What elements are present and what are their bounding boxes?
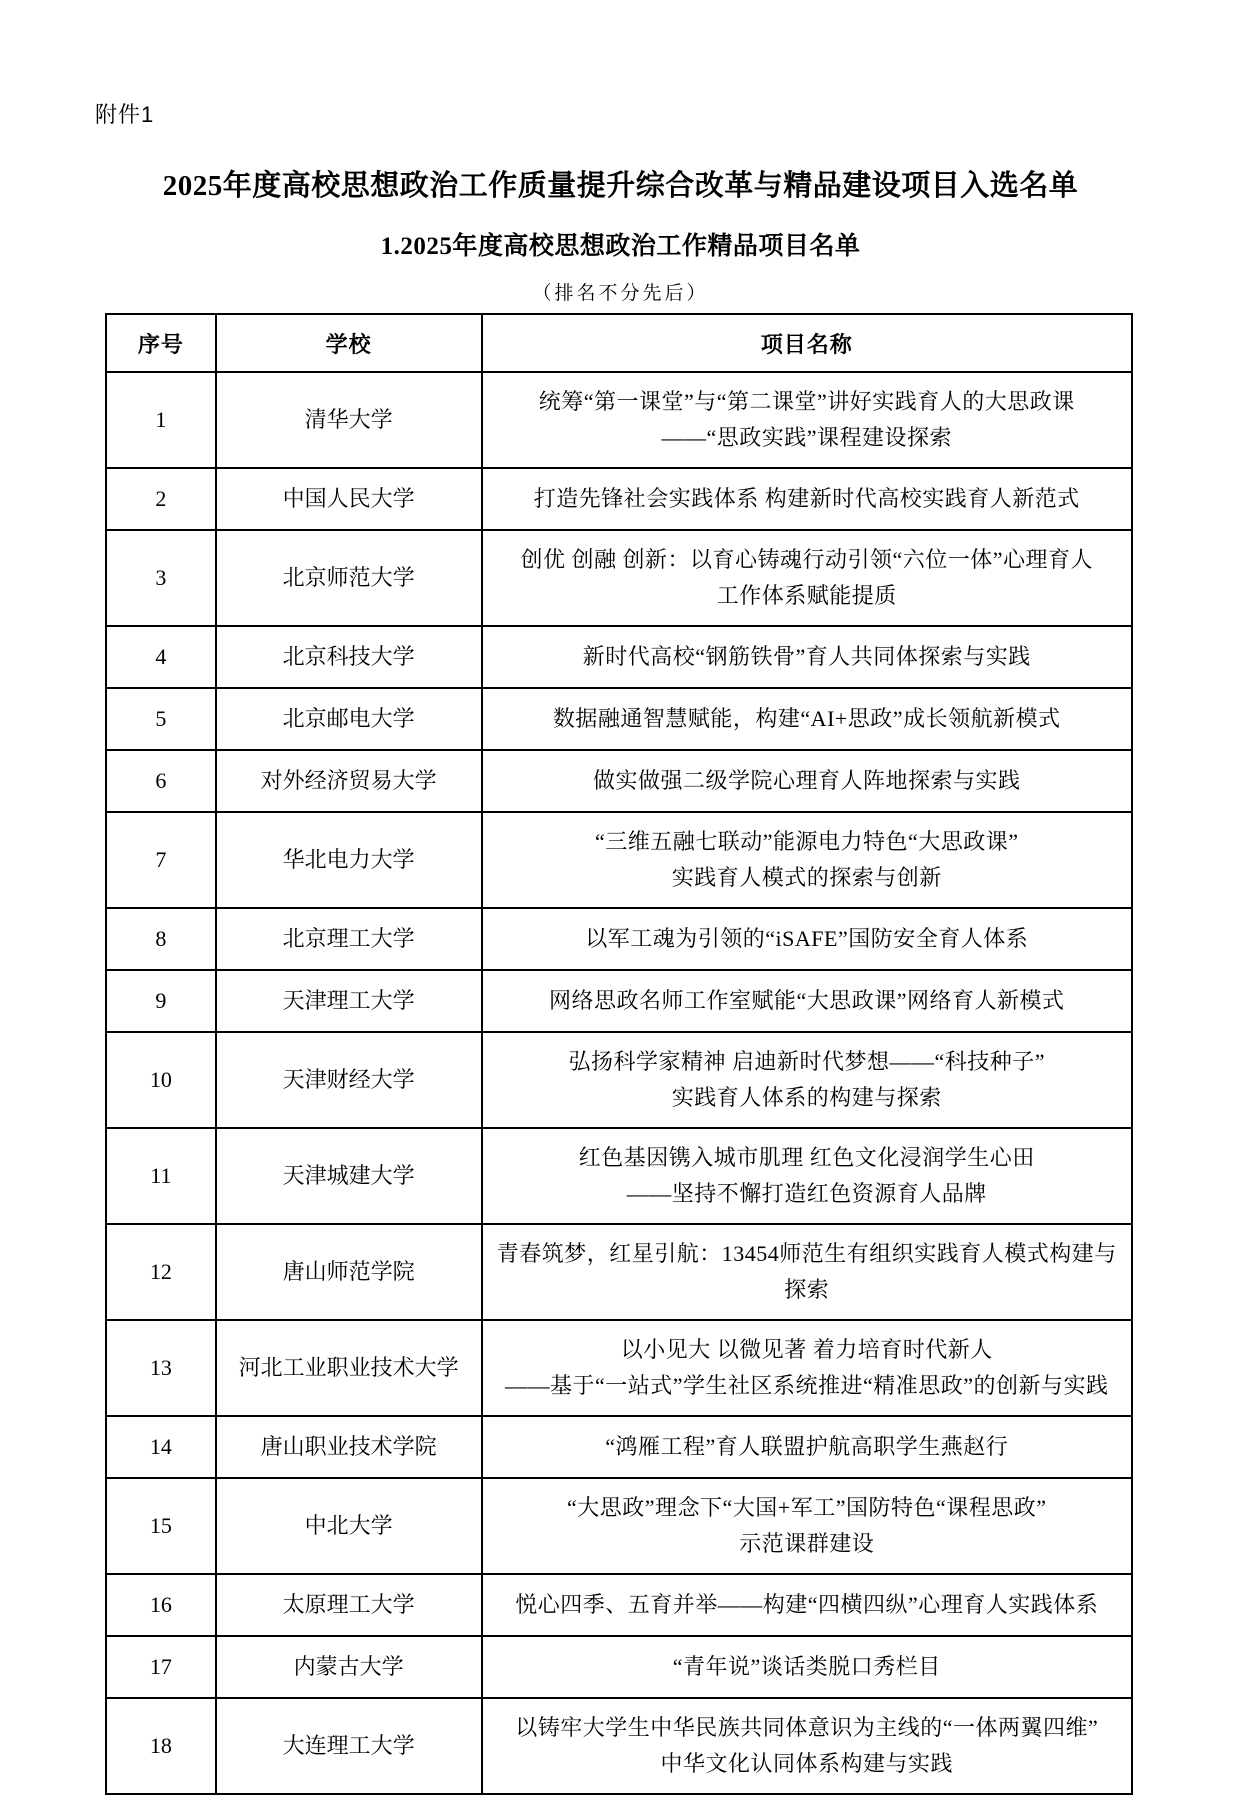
project-name xyxy=(482,1416,1133,1478)
row-number: 13 xyxy=(106,1320,216,1416)
project-name xyxy=(482,908,1133,970)
row-number: 15 xyxy=(106,1478,216,1574)
table-row xyxy=(106,908,1132,970)
project-line: “大思政”理念下“大国+军工”国防特色“课程思政” xyxy=(567,1495,1047,1520)
project-line: “鸿雁工程”育人联盟护航高职学生燕赵行 xyxy=(605,1434,1009,1459)
project-line: 中华文化认同体系构建与实践 xyxy=(660,1751,953,1776)
school-name: 唐山师范学院 xyxy=(216,1224,482,1320)
table-row xyxy=(106,1478,1132,1574)
table-row xyxy=(106,372,1132,468)
table-row xyxy=(106,688,1132,750)
row-number: 9 xyxy=(106,970,216,1032)
project-line: 统筹“第一课堂”与“第二课堂”讲好实践育人的大思政课 xyxy=(538,389,1075,414)
project-line: 实践育人模式的探索与创新 xyxy=(671,865,942,890)
project-line: 红色基因镌入城市肌理 红色文化浸润学生心田 xyxy=(578,1145,1035,1170)
project-name xyxy=(482,468,1133,530)
school-name: 北京师范大学 xyxy=(216,530,482,626)
row-number: 2 xyxy=(106,468,216,530)
table-row xyxy=(106,530,1132,626)
project-line: 做实做强二级学院心理育人阵地探索与实践 xyxy=(592,768,1021,793)
header-index: 序号 xyxy=(106,314,216,372)
row-number: 10 xyxy=(106,1032,216,1128)
row-number: 17 xyxy=(106,1636,216,1698)
project-name xyxy=(482,1478,1133,1574)
project-name xyxy=(482,1032,1133,1128)
project-line: 弘扬科学家精神 启迪新时代梦想——“科技种子” xyxy=(568,1049,1046,1074)
table-row xyxy=(106,1032,1132,1128)
row-number: 14 xyxy=(106,1416,216,1478)
header-school: 学校 xyxy=(216,314,482,372)
school-name: 天津财经大学 xyxy=(216,1032,482,1128)
table-row xyxy=(106,1320,1132,1416)
project-line: ——“思政实践”课程建设探索 xyxy=(661,425,953,450)
row-number: 12 xyxy=(106,1224,216,1320)
row-number: 8 xyxy=(106,908,216,970)
project-name xyxy=(482,1128,1133,1224)
school-name: 唐山职业技术学院 xyxy=(216,1416,482,1478)
project-line: 新时代高校“钢筋铁骨”育人共同体探索与实践 xyxy=(582,644,1031,669)
row-number: 3 xyxy=(106,530,216,626)
row-number: 7 xyxy=(106,812,216,908)
row-number: 11 xyxy=(106,1128,216,1224)
table-header xyxy=(106,314,1132,372)
school-name: 太原理工大学 xyxy=(216,1574,482,1636)
ranking-note: （排名不分先后） xyxy=(532,283,709,304)
project-name xyxy=(482,750,1133,812)
header-project-name: 项目名称 xyxy=(482,314,1133,372)
school-name: 中北大学 xyxy=(216,1478,482,1574)
table-row xyxy=(106,1574,1132,1636)
school-name: 北京邮电大学 xyxy=(216,688,482,750)
school-name: 中国人民大学 xyxy=(216,468,482,530)
school-name: 天津城建大学 xyxy=(216,1128,482,1224)
projects-table xyxy=(105,313,1133,1795)
project-line: 悦心四季、五育并举——构建“四横四纵”心理育人实践体系 xyxy=(515,1592,1099,1617)
row-number: 5 xyxy=(106,688,216,750)
school-name: 天津理工大学 xyxy=(216,970,482,1032)
school-name: 内蒙古大学 xyxy=(216,1636,482,1698)
table-row xyxy=(106,1698,1132,1794)
project-name xyxy=(482,1574,1133,1636)
school-name: 北京理工大学 xyxy=(216,908,482,970)
project-line: 以铸牢大学生中华民族共同体意识为主线的“一体两翼四维” xyxy=(515,1715,1099,1740)
project-line: 网络思政名师工作室赋能“大思政课”网络育人新模式 xyxy=(548,988,1065,1013)
school-name: 大连理工大学 xyxy=(216,1698,482,1794)
row-number: 4 xyxy=(106,626,216,688)
project-name xyxy=(482,626,1133,688)
project-line: 数据融通智慧赋能，构建“AI+思政”成长领航新模式 xyxy=(552,706,1061,731)
project-line: 打造先锋社会实践体系 构建新时代高校实践育人新范式 xyxy=(533,486,1080,511)
project-name xyxy=(482,1320,1133,1416)
table-row xyxy=(106,970,1132,1032)
table-row xyxy=(106,1636,1132,1698)
school-name: 对外经济贸易大学 xyxy=(216,750,482,812)
project-line: ——基于“一站式”学生社区系统推进“精准思政”的创新与实践 xyxy=(504,1373,1109,1398)
table-row xyxy=(106,1416,1132,1478)
project-line: 创优 创融 创新：以育心铸魂行动引领“六位一体”心理育人 xyxy=(520,547,1094,572)
project-line: “三维五融七联动”能源电力特色“大思政课” xyxy=(594,829,1019,854)
project-name xyxy=(482,372,1133,468)
document-title: 2025年度高校思想政治工作质量提升综合改革与精品建设项目入选名单 xyxy=(162,170,1079,202)
project-name xyxy=(482,970,1133,1032)
table-row xyxy=(106,1128,1132,1224)
project-line: 示范课群建设 xyxy=(739,1531,875,1556)
school-name: 清华大学 xyxy=(216,372,482,468)
project-line: 青春筑梦，红星引航：13454师范生有组织实践育人模式构建与探索 xyxy=(496,1241,1117,1302)
project-line: 工作体系赋能提质 xyxy=(716,583,897,608)
table-row xyxy=(106,812,1132,908)
school-name: 北京科技大学 xyxy=(216,626,482,688)
row-number: 6 xyxy=(106,750,216,812)
project-name xyxy=(482,688,1133,750)
project-name xyxy=(482,1224,1133,1320)
project-line: 实践育人体系的构建与探索 xyxy=(671,1085,942,1110)
table-row xyxy=(106,468,1132,530)
project-name xyxy=(482,812,1133,908)
project-line: 以军工魂为引领的“iSAFE”国防安全育人体系 xyxy=(585,926,1029,951)
row-number: 1 xyxy=(106,372,216,468)
table-row xyxy=(106,750,1132,812)
project-line: “青年说”谈话类脱口秀栏目 xyxy=(672,1654,941,1679)
table-body xyxy=(106,372,1132,1794)
row-number: 18 xyxy=(106,1698,216,1794)
project-name xyxy=(482,530,1133,626)
table-row xyxy=(106,1224,1132,1320)
project-line: 以小见大 以微见著 着力培育时代新人 xyxy=(620,1337,993,1362)
row-number: 16 xyxy=(106,1574,216,1636)
project-name xyxy=(482,1698,1133,1794)
document-subtitle: 1.2025年度高校思想政治工作精品项目名单 xyxy=(380,233,861,260)
school-name: 河北工业职业技术大学 xyxy=(216,1320,482,1416)
project-line: ——坚持不懈打造红色资源育人品牌 xyxy=(626,1181,987,1206)
header-row xyxy=(106,314,1132,372)
attachment-label: 附件1 xyxy=(95,102,155,127)
table-row xyxy=(106,626,1132,688)
project-name xyxy=(482,1636,1133,1698)
school-name: 华北电力大学 xyxy=(216,812,482,908)
